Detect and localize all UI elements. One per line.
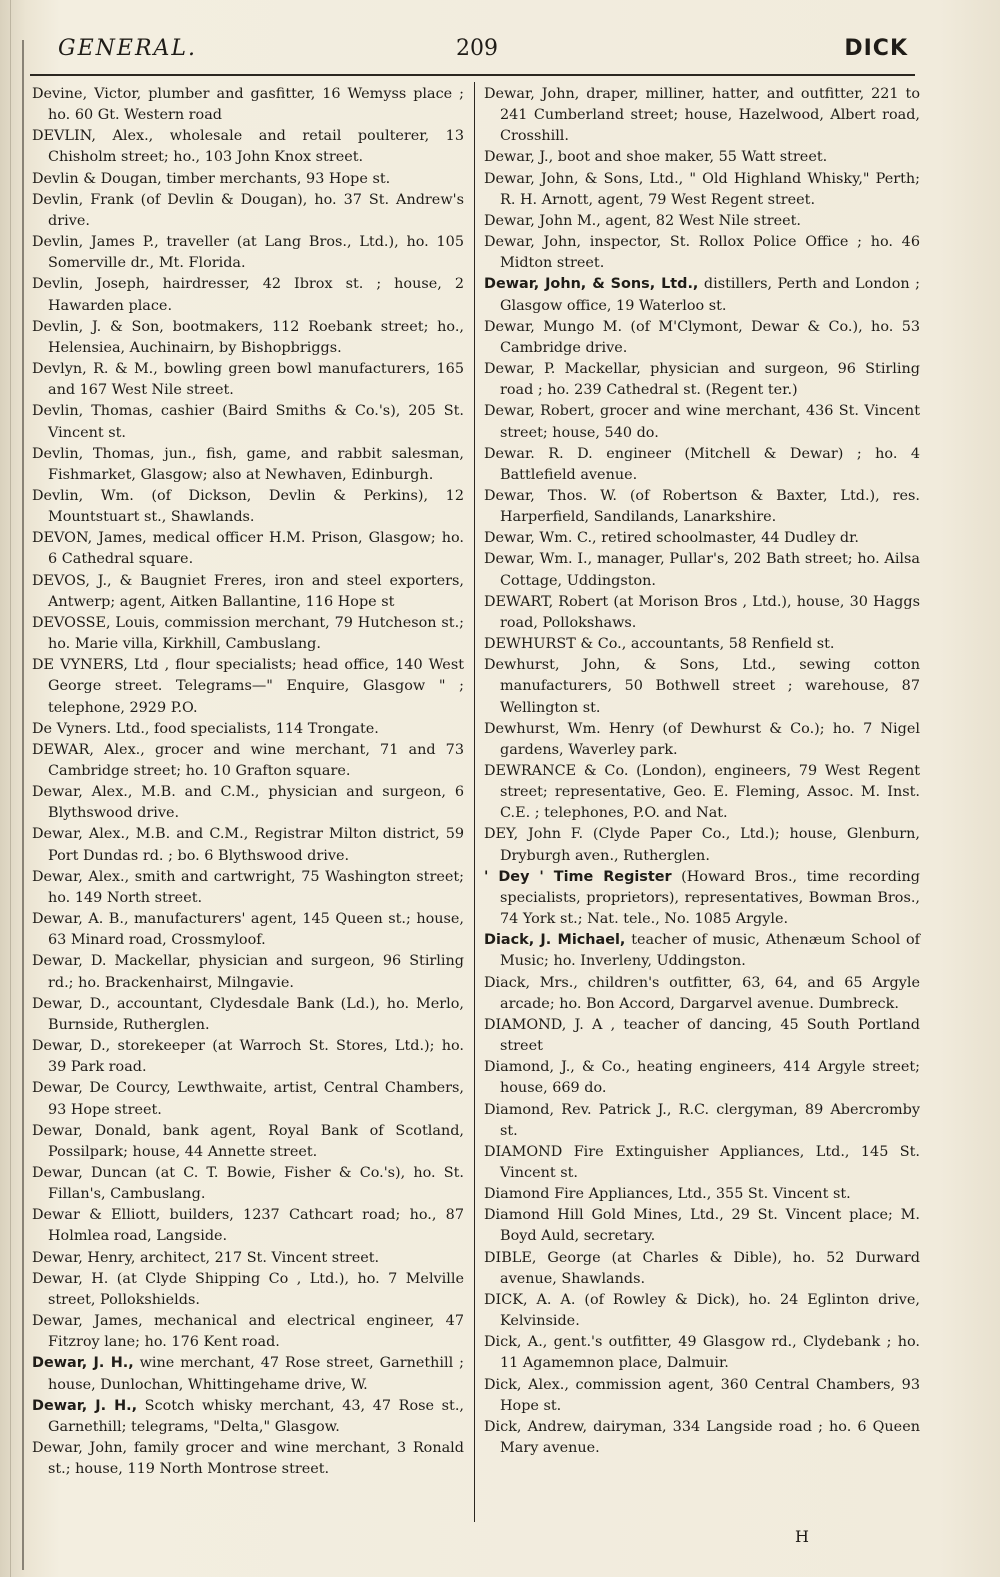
entry-text: Dewar. R. D. engineer (Mitchell & Dewar) ; ho. 4 Battlefield avenue.: [484, 445, 920, 483]
directory-entry: [484, 169, 920, 211]
directory-entry: [484, 1100, 920, 1142]
directory-entry: [32, 190, 464, 232]
directory-entry: [32, 655, 464, 718]
entry-text: Dewar, De Courcy, Lewthwaite, artist, Central Chambers, 93 Hope street.: [32, 1080, 464, 1118]
entry-text: DEVOS, J., & Baugniet Freres, iron and steel exporters, Antwerp; agent, Aitken Ballantine, 116 Hope st: [32, 572, 464, 610]
entry-text: Dewar, Robert, grocer and wine merchant, 436 St. Vincent street; house, 540 do.: [484, 403, 920, 441]
directory-entry: [32, 867, 464, 909]
entry-text: Scotch whisky merchant, 43, 47 Rose st., Garnethill; telegrams, "Delta," Glasgow.: [48, 1397, 464, 1435]
entry-text: DEWAR, Alex., grocer and wine merchant, 71 and 73 Cambridge street; ho. 10 Grafton square.: [32, 741, 464, 779]
page-gutter-edge: [10, 0, 11, 1577]
directory-entry: [484, 1332, 920, 1374]
entry-text: Dewar, H. (at Clyde Shipping Co , Ltd.), ho. 7 Melville street, Pollokshields.: [32, 1270, 464, 1308]
entry-text: Dewar, John, inspector, St. Rollox Police Office ; ho. 46 Midton street.: [484, 234, 920, 272]
directory-entry: [32, 1248, 464, 1269]
directory-entry: [32, 528, 464, 570]
directory-entry: [484, 274, 920, 316]
directory-entry: [32, 317, 464, 359]
directory-entry: [484, 1417, 920, 1459]
entry-text: distillers, Perth and London ; Glasgow office, 19 Waterloo st.: [500, 276, 920, 314]
entry-text: DEWHURST & Co., accountants, 58 Renfield st.: [484, 636, 835, 653]
directory-entry: [32, 359, 464, 401]
entry-text: Dewhurst, Wm. Henry (of Dewhurst & Co.); ho. 7 Nigel gardens, Waverley park.: [484, 720, 920, 758]
directory-entry: [32, 994, 464, 1036]
entry-text: Dewar, John, draper, milliner, hatter, and outfitter, 221 to 241 Cumberland street; house, Hazelwood, Albert road, Crosshill.: [484, 86, 920, 145]
entry-text: Devlin, Joseph, hairdresser, 42 Ibrox st. ; house, 2 Hawarden place.: [32, 276, 464, 314]
entry-text: Dick, A., gent.'s outfitter, 49 Glasgow rd., Clydebank ; ho. 11 Agamemnon place, Dalmuir.: [484, 1334, 920, 1372]
directory-entry: [32, 274, 464, 316]
entry-text: Dewar, James, mechanical and electrical engineer, 47 Fitzroy lane; ho. 176 Kent road.: [32, 1313, 464, 1351]
right-column: [484, 84, 920, 1459]
binding-line: [22, 40, 24, 1570]
entry-text: De Vyners. Ltd., food specialists, 114 Trongate.: [32, 720, 379, 737]
entry-text: Dewar, Wm. I., manager, Pullar's, 202 Bath street; ho. Ailsa Cottage, Uddingston.: [484, 551, 920, 589]
directory-entry: [32, 951, 464, 993]
entry-text: Dewar, P. Mackellar, physician and surgeon, 96 Stirling road ; ho. 239 Cathedral st. (Regent ter.): [484, 361, 920, 399]
directory-entry: [32, 486, 464, 528]
directory-entry: [484, 761, 920, 824]
entry-text: DEY, John F. (Clyde Paper Co., Ltd.); house, Glenburn, Dryburgh aven., Rutherglen.: [484, 826, 920, 864]
entry-name-bold: ' Dey ' Time Register: [484, 868, 672, 885]
page-number: 209: [456, 36, 498, 61]
directory-entry: [484, 486, 920, 528]
directory-entry: [32, 126, 464, 168]
directory-entry: [32, 84, 464, 126]
directory-entry: [32, 1438, 464, 1480]
directory-entry: [32, 169, 464, 190]
directory-entry: [484, 1205, 920, 1247]
entry-text: Diamond Fire Appliances, Ltd., 355 St. Vincent st.: [484, 1186, 851, 1203]
entry-name-bold: Dewar, J. H.,: [32, 1355, 134, 1372]
entry-text: Devlyn, R. & M., bowling green bowl manufacturers, 165 and 167 West Nile street.: [32, 361, 464, 399]
entry-text: DIAMOND Fire Extinguisher Appliances, Ltd., 145 St. Vincent st.: [484, 1143, 920, 1181]
entry-text: Dewar, John, family grocer and wine merchant, 3 Ronald st.; house, 119 North Montrose street.: [32, 1440, 464, 1478]
directory-entry: [484, 1015, 920, 1057]
directory-entry: [484, 1184, 920, 1205]
directory-entry: [32, 1121, 464, 1163]
directory-entry: [484, 634, 920, 655]
directory-entry: [484, 867, 920, 930]
entry-text: DIBLE, George (at Charles & Dible), ho. 52 Durward avenue, Shawlands.: [484, 1249, 920, 1287]
entry-text: Dewhurst, John, & Sons, Ltd., sewing cotton manufacturers, 50 Bothwell street ; warehouse, 87 Wellington st.: [484, 657, 920, 716]
entry-text: Dewar & Elliott, builders, 1237 Cathcart road; ho., 87 Holmlea road, Langside.: [32, 1207, 464, 1245]
entry-text: Dewar, D. Mackellar, physician and surgeon, 96 Stirling rd.; ho. Brackenhairst, Milngavie.: [32, 953, 464, 991]
directory-entry: [484, 1142, 920, 1184]
directory-entry: [484, 211, 920, 232]
entry-text: Devine, Victor, plumber and gasfitter, 16 Wemyss place ; ho. 60 Gt. Western road: [32, 86, 464, 124]
directory-entry: [484, 824, 920, 866]
entry-text: Dewar, Donald, bank agent, Royal Bank of Scotland, Possilpark; house, 44 Annette street.: [32, 1122, 464, 1160]
entry-text: Dewar, J., boot and shoe maker, 55 Watt street.: [484, 149, 828, 166]
directory-entry: [32, 444, 464, 486]
entry-name-bold: Dewar, J. H.,: [32, 1397, 138, 1414]
entry-text: Dewar, John M., agent, 82 West Nile street.: [484, 212, 801, 229]
directory-entry: [32, 1396, 464, 1438]
entry-text: DEVLIN, Alex., wholesale and retail poulterer, 13 Chisholm street; ho., 103 John Knox street.: [32, 128, 464, 166]
directory-entry: [484, 592, 920, 634]
entry-name-bold: Dewar, John, & Sons, Ltd.,: [484, 276, 699, 293]
entry-text: DIAMOND, J. A , teacher of dancing, 45 South Portland street: [484, 1016, 920, 1055]
directory-entry: [484, 655, 920, 718]
entry-text: Devlin, James P., traveller (at Lang Bros., Ltd.), ho. 105 Somerville dr., Mt. Florida.: [32, 234, 464, 272]
directory-entry: [484, 147, 920, 168]
entry-text: Dewar, Alex., M.B. and C.M., physician and surgeon, 6 Blythswood drive.: [32, 784, 464, 822]
entry-text: Dewar, Duncan (at C. T. Bowie, Fisher & Co.'s), ho. St. Fillan's, Cambuslang.: [32, 1164, 464, 1203]
entry-text: DE VYNERS, Ltd , flour specialists; head office, 140 West George street. Telegrams—" Enquire, Glasgow " ; telephone, 2929 P.O.: [32, 657, 464, 716]
directory-entry: [32, 401, 464, 443]
directory-entry: [32, 1205, 464, 1247]
entry-text: wine merchant, 47 Rose street, Garnethill ; house, Dunlochan, Whittingehame drive, W.: [48, 1355, 464, 1393]
directory-entry: [484, 549, 920, 591]
entry-text: Dewar, Mungo M. (of M'Clymont, Dewar & Co.), ho. 53 Cambridge drive.: [484, 318, 920, 356]
directory-entry: [484, 84, 920, 147]
entry-text: teacher of music, Athenæum School of Music; ho. Inverleny, Uddingston.: [500, 932, 920, 970]
entry-text: Diamond, J., & Co., heating engineers, 414 Argyle street; house, 669 do.: [484, 1059, 920, 1097]
directory-entry: [484, 359, 920, 401]
entry-text: DEVOSSE, Louis, commission merchant, 79 Hutcheson st.; ho. Marie villa, Kirkhill, Cambuslang.: [32, 614, 464, 653]
directory-entry: [32, 909, 464, 951]
directory-entry: [32, 824, 464, 866]
section-title: GENERAL.: [58, 36, 197, 61]
entry-text: DEVON, James, medical officer H.M. Prison, Glasgow; ho. 6 Cathedral square.: [32, 530, 464, 568]
entry-text: Devlin, Frank (of Devlin & Dougan), ho. 37 St. Andrew's drive.: [32, 191, 464, 229]
left-column: [32, 84, 464, 1480]
directory-entry: [484, 719, 920, 761]
entry-name-bold: Diack, J. Michael,: [484, 932, 626, 949]
directory-entry: [484, 528, 920, 549]
entry-text: DEWRANCE & Co. (London), engineers, 79 West Regent street; representative, Geo. E. Fleming, Assoc. M. Inst. C.E. ; telephones, P.O. and Nat.: [484, 763, 920, 822]
entry-text: Devlin, Wm. (of Dickson, Devlin & Perkins), 12 Mountstuart st., Shawlands.: [32, 487, 464, 526]
directory-entry: [484, 232, 920, 274]
directory-entry: [32, 1036, 464, 1078]
entry-text: Dewar, John, & Sons, Ltd., " Old Highland Whisky," Perth; R. H. Arnott, agent, 79 West Regent street.: [484, 170, 920, 208]
directory-entry: [32, 613, 464, 655]
entry-text: Dewar, Thos. W. (of Robertson & Baxter, Ltd.), res. Harperfield, Sandilands, Lanarkshire.: [484, 487, 920, 526]
directory-entry: [32, 1269, 464, 1311]
entry-text: Dewar, Henry, architect, 217 St. Vincent street.: [32, 1249, 380, 1266]
directory-entry: [484, 973, 920, 1015]
column-divider: [474, 82, 475, 1522]
directory-entry: [484, 401, 920, 443]
entry-text: Diack, Mrs., children's outfitter, 63, 64, and 65 Argyle arcade; ho. Bon Accord, Dargarvel avenue. Dumbreck.: [484, 974, 920, 1012]
entry-text: Dewar, Alex., M.B. and C.M., Registrar Milton district, 59 Port Dundas rd. ; bo. 6 Blythswood drive.: [32, 826, 464, 864]
entry-text: DEWART, Robert (at Morison Bros , Ltd.), house, 30 Haggs road, Pollokshaws.: [484, 593, 920, 631]
entry-text: Dick, Andrew, dairyman, 334 Langside road ; ho. 6 Queen Mary avenue.: [484, 1418, 920, 1456]
directory-entry: [32, 1163, 464, 1205]
entry-text: Diamond, Rev. Patrick J., R.C. clergyman, 89 Abercromby st.: [484, 1101, 920, 1139]
entry-text: Devlin, Thomas, cashier (Baird Smiths & Co.'s), 205 St. Vincent st.: [32, 403, 464, 441]
entry-text: Devlin & Dougan, timber merchants, 93 Hope st.: [32, 170, 391, 187]
header-rule: [30, 74, 915, 76]
entry-text: Dewar, D., accountant, Clydesdale Bank (Ld.), ho. Merlo, Burnside, Rutherglen.: [32, 995, 464, 1033]
signature-mark: H: [795, 1527, 809, 1546]
entry-text: DICK, A. A. (of Rowley & Dick), ho. 24 Eglinton drive, Kelvinside.: [484, 1291, 920, 1330]
directory-entry: [32, 740, 464, 782]
directory-entry: [484, 1057, 920, 1099]
entry-text: (Howard Bros., time recording specialists, proprietors), representatives, Bowman Bros., 74 York st.; Nat. tele., No. 1085 Argyle.: [500, 868, 920, 928]
entry-text: Devlin, J. & Son, bootmakers, 112 Roebank street; ho., Helensiea, Auchinairn, by Bishopbriggs.: [32, 318, 464, 356]
entry-text: Devlin, Thomas, jun., fish, game, and rabbit salesman, Fishmarket, Glasgow; also at Newhaven, Edinburgh.: [32, 445, 464, 483]
directory-entry: [484, 1248, 920, 1290]
directory-entry: [32, 719, 464, 740]
entry-text: Dick, Alex., commission agent, 360 Central Chambers, 93 Hope st.: [484, 1376, 920, 1414]
entry-text: Diamond Hill Gold Mines, Ltd., 29 St. Vincent place; M. Boyd Auld, secretary.: [484, 1207, 920, 1245]
directory-entry: [484, 930, 920, 972]
directory-entry: [32, 571, 464, 613]
entry-text: Dewar, Alex., smith and cartwright, 75 Washington street; ho. 149 North street.: [32, 868, 464, 906]
directory-entry: [484, 444, 920, 486]
directory-entry: [32, 1078, 464, 1120]
directory-entry: [32, 782, 464, 824]
directory-entry: [484, 1290, 920, 1332]
directory-entry: [484, 317, 920, 359]
entry-text: Dewar, D., storekeeper (at Warroch St. Stores, Ltd.); ho. 39 Park road.: [32, 1038, 464, 1076]
directory-entry: [32, 1353, 464, 1395]
catchword: DICK: [844, 36, 908, 61]
entry-text: Dewar, A. B., manufacturers' agent, 145 Queen st.; house, 63 Minard road, Crossmyloof.: [32, 911, 464, 949]
directory-entry: [32, 1311, 464, 1353]
directory-entry: [484, 1375, 920, 1417]
directory-entry: [32, 232, 464, 274]
page-header: [58, 36, 908, 72]
entry-text: Dewar, Wm. C., retired schoolmaster, 44 Dudley dr.: [484, 530, 859, 547]
